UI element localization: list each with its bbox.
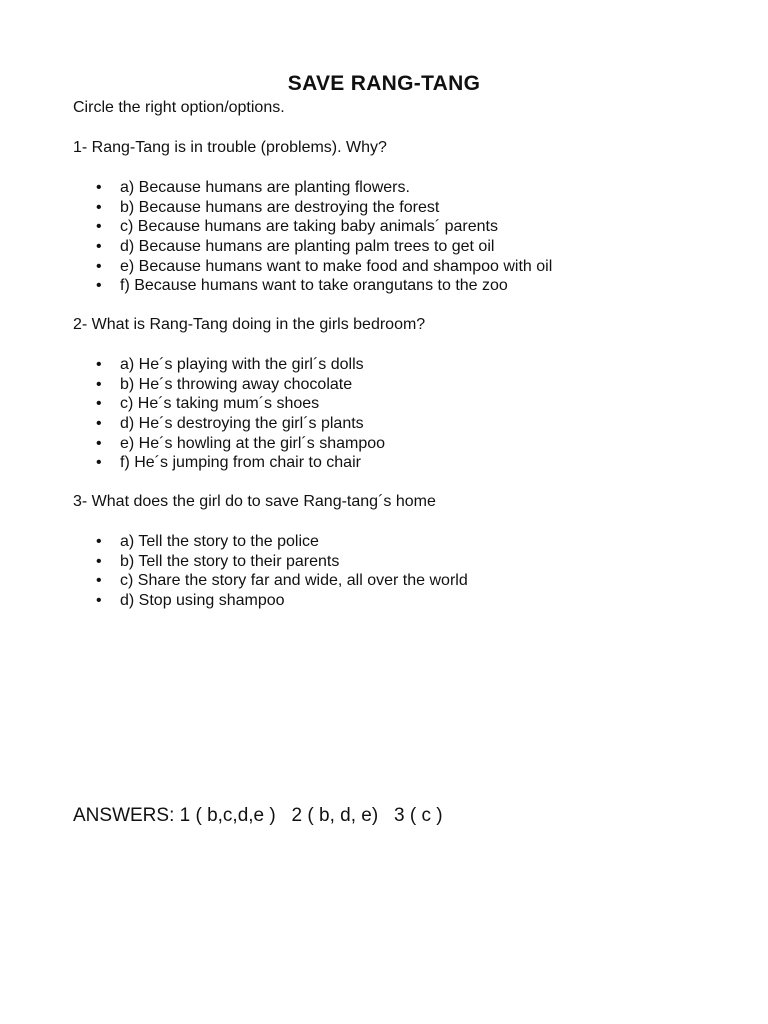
option-item	[96, 178, 552, 198]
question-1: 1- Rang-Tang is in trouble (problems). Why?	[73, 139, 387, 156]
option-item	[96, 552, 468, 572]
option-item	[96, 414, 385, 434]
bullet-icon: •	[96, 356, 102, 373]
option-item	[96, 453, 385, 473]
option-text: f) Because humans want to take orangutans to the zoo	[120, 277, 508, 295]
option-item	[96, 591, 468, 611]
bullet-icon: •	[96, 277, 102, 295]
question-2-options	[96, 355, 385, 473]
bullet-icon: •	[96, 434, 102, 452]
option-text: d) Stop using shampoo	[120, 592, 285, 610]
option-text: d) He´s destroying the girl´s plants	[120, 415, 364, 433]
option-text: a) Because humans are planting flowers.	[120, 179, 410, 196]
bullet-icon: •	[96, 592, 102, 610]
option-item	[96, 276, 552, 296]
option-text: e) Because humans want to make food and shampoo with oil	[120, 257, 553, 275]
bullet-icon: •	[96, 218, 102, 236]
option-item	[96, 532, 468, 552]
bullet-icon: •	[96, 238, 102, 256]
bullet-icon: •	[96, 257, 102, 275]
option-text: d) Because humans are planting palm trees to get oil	[120, 238, 495, 256]
option-item	[96, 355, 385, 375]
question-3: 3- What does the girl do to save Rang-tang´s home	[73, 493, 436, 510]
bullet-icon: •	[96, 198, 102, 216]
answer-key: ANSWERS: 1 ( b,c,d,e ) 2 ( b, d, e) 3 ( c )	[73, 805, 443, 826]
option-text: b) Because humans are destroying the forest	[120, 198, 440, 216]
option-text: a) Tell the story to the police	[120, 533, 319, 550]
option-item	[96, 571, 468, 591]
bullet-icon: •	[96, 375, 102, 393]
option-text: c) Because humans are taking baby animals´ parents	[120, 218, 498, 236]
bullet-icon: •	[96, 533, 102, 550]
bullet-icon: •	[96, 415, 102, 433]
bullet-icon: •	[96, 395, 102, 413]
option-text: a) He´s playing with the girl´s dolls	[120, 356, 364, 373]
option-text: f) He´s jumping from chair to chair	[120, 454, 361, 472]
option-text: b) He´s throwing away chocolate	[120, 375, 353, 393]
bullet-icon: •	[96, 179, 102, 196]
option-text: e) He´s howling at the girl´s shampoo	[120, 434, 386, 452]
option-item	[96, 394, 385, 414]
option-item	[96, 257, 552, 277]
question-2: 2- What is Rang-Tang doing in the girls bedroom?	[73, 316, 426, 333]
page-title: SAVE RANG-TANG	[287, 72, 481, 95]
bullet-icon: •	[96, 572, 102, 590]
question-3-options	[96, 532, 468, 611]
bullet-icon: •	[96, 454, 102, 472]
option-text: c) Share the story far and wide, all over the world	[120, 572, 468, 590]
option-item	[96, 217, 552, 237]
bullet-icon: •	[96, 552, 102, 570]
option-item	[96, 198, 552, 218]
option-item	[96, 434, 385, 454]
instruction-text: Circle the right option/options.	[73, 99, 285, 116]
option-text: b) Tell the story to their parents	[120, 552, 340, 570]
question-1-options	[96, 178, 552, 296]
option-text: c) He´s taking mum´s shoes	[120, 395, 320, 413]
option-item	[96, 375, 385, 395]
option-item	[96, 237, 552, 257]
